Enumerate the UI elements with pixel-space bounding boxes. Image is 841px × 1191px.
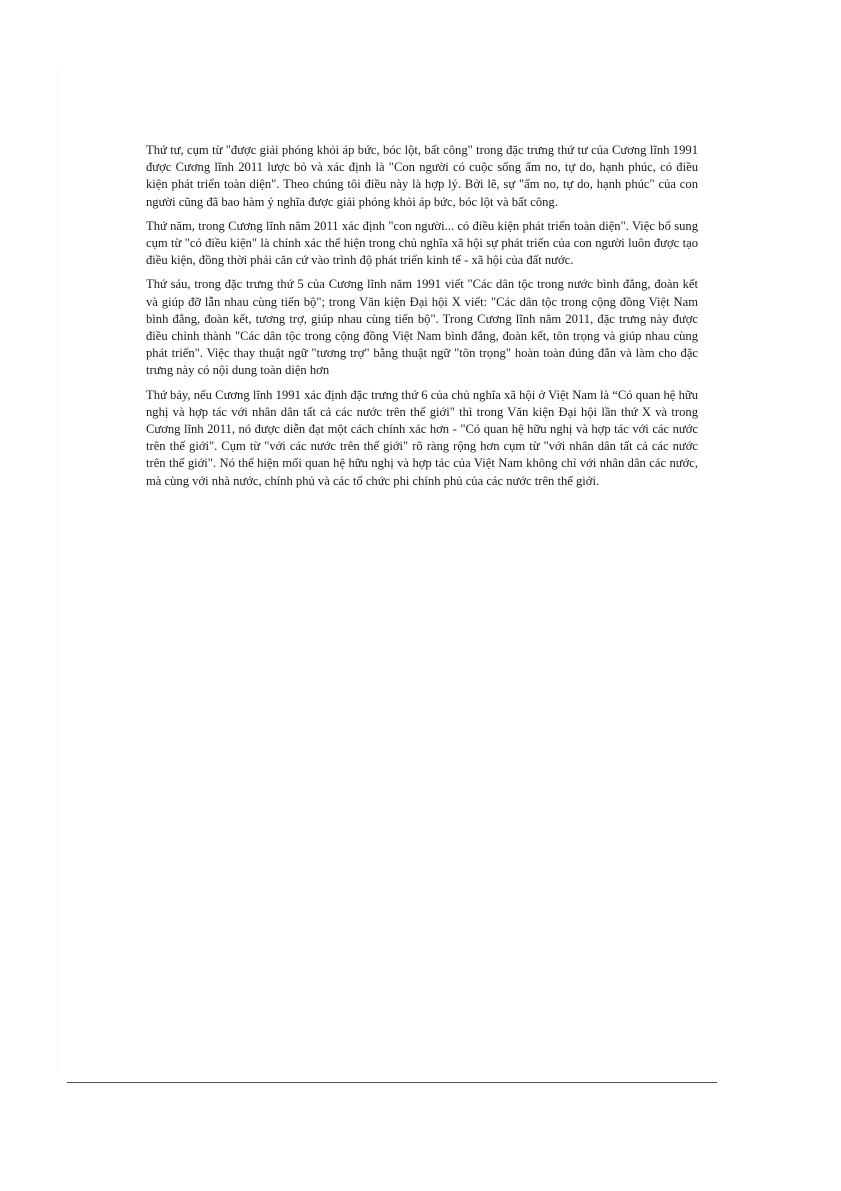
document-body [146, 142, 698, 497]
paragraph-fourth: Thứ tư, cụm từ "được giải phóng khỏi áp bức, bóc lột, bất công" trong đặc trưng thứ tư của Cương lĩnh 1991 được Cương lĩnh 2011 lược bỏ và xác định là "Con người có cuộc sống ấm no, tự do, hạnh phúc, có điều kiện phát triển toàn diện". Theo chúng tôi điều này là hợp lý. Bởi lẽ, sự "ấm no, tự do, hạnh phúc" của con người cũng đã bao hàm ý nghĩa được giải phóng khỏi áp bức, bóc lột và bất công. [146, 143, 698, 209]
paragraph-sixth: Thứ sáu, trong đặc trưng thứ 5 của Cương lĩnh năm 1991 viết "Các dân tộc trong nước bình đẳng, đoàn kết và giúp đỡ lẫn nhau cùng tiến bộ"; trong Văn kiện Đại hội X viết: "Các dân tộc trong cộng đồng Việt Nam bình đẳng, đoàn kết, tương trợ, giúp nhau cùng tiến bộ". Trong Cương lĩnh năm 2011, đặc trưng này được điều chỉnh thành "Các dân tộc trong cộng đồng Việt Nam bình đẳng, đoàn kết, tôn trọng và giúp nhau cùng phát triển". Việc thay thuật ngữ "tương trợ" bằng thuật ngữ "tôn trọng" hoàn toàn đúng đắn và làm cho đặc trưng này có nội dung toàn diện hơn [146, 277, 698, 378]
footer-divider [67, 1082, 717, 1083]
paragraph-seventh: Thứ bảy, nếu Cương lĩnh 1991 xác định đặc trưng thứ 6 của chủ nghĩa xã hội ở Việt Nam là “Có quan hệ hữu nghị và hợp tác với nhân dân tất cả các nước trên thế giới" thì trong Văn kiện Đại hội lần thứ X và trong Cương lĩnh 2011, nó được diễn đạt một cách chính xác hơn - "Có quan hệ hữu nghị và hợp tác với các nước trên thế giới". Cụm từ "với các nước trên thế giới" rõ ràng rộng hơn cụm từ "với nhân dân tất cả các nước trên thế giới". Nó thể hiện mối quan hệ hữu nghị và hợp tác của Việt Nam không chỉ với nhân dân các nước, mà cùng với nhà nước, chính phủ và các tổ chức phi chính phủ của các nước trên thế giới. [146, 387, 698, 488]
paragraph-fifth: Thứ năm, trong Cương lĩnh năm 2011 xác định "con người... có điều kiện phát triển toàn diện". Việc bổ sung cụm từ "có điều kiện" là chính xác thể hiện trong chủ nghĩa xã hội sự phát triển của con người luôn được tạo điều kiện, đồng thời phải căn cứ vào trình độ phát triển kinh tế - xã hội của đất nước. [146, 218, 698, 268]
page-margin-line [57, 70, 58, 1070]
